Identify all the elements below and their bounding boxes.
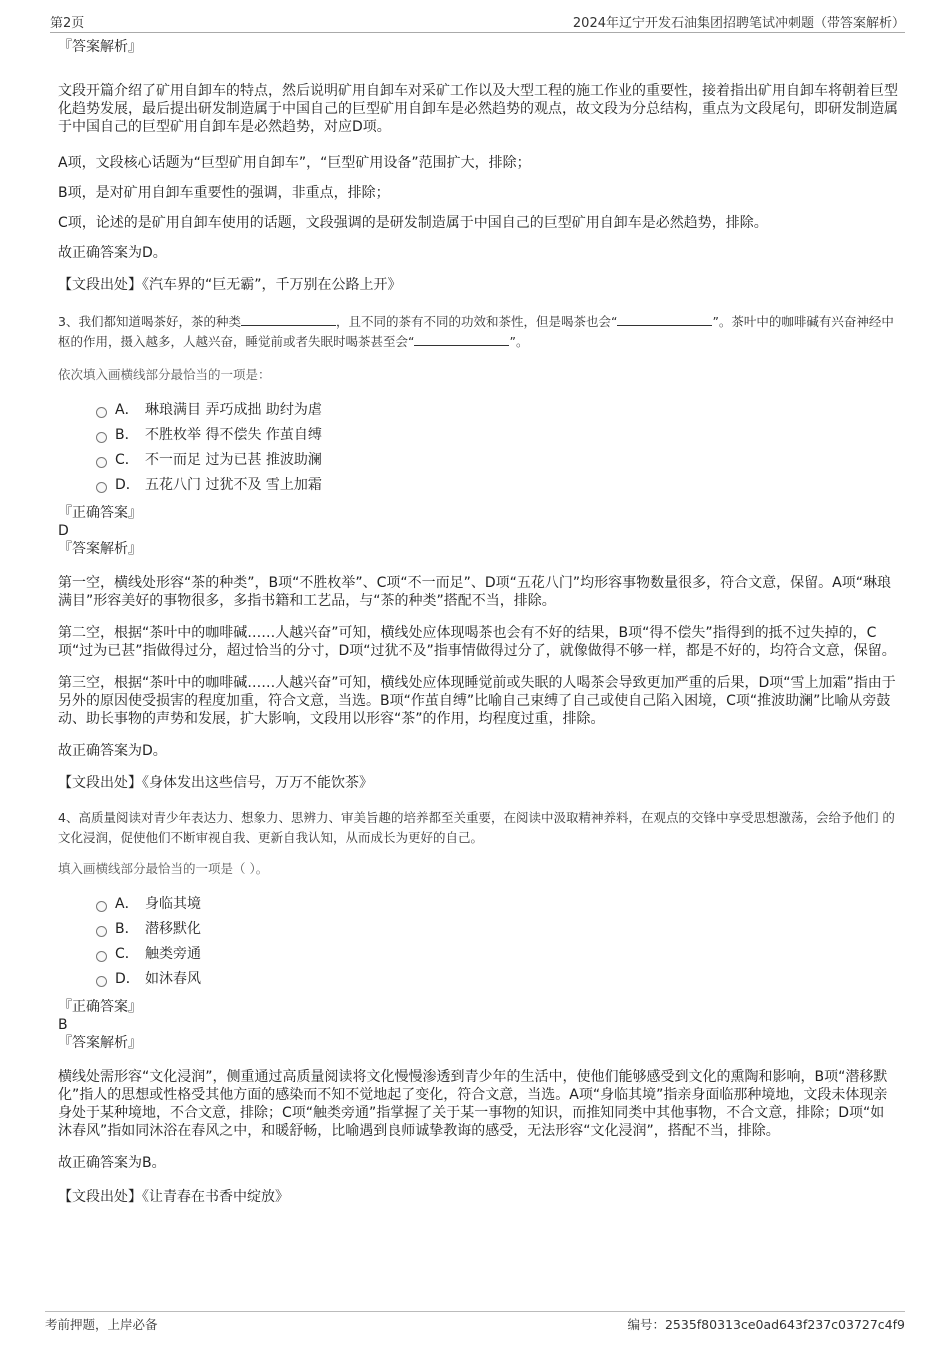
radio-button[interactable]: [96, 432, 107, 443]
q3-option-c[interactable]: C． 不一而足 过为已甚 推波助澜: [58, 448, 898, 473]
analysis-label: 『答案解析』: [58, 39, 142, 55]
blank-1: [241, 313, 336, 326]
page-number: 第2页: [50, 16, 85, 31]
q2-analysis-a: A项，文段核心话题为“巨型矿用自卸车”，“巨型矿用设备”范围扩大，排除；: [58, 155, 531, 171]
blank-3: [414, 333, 509, 346]
q4-answer: B: [58, 1017, 68, 1033]
question-4: 4、高质量阅读对青少年表达力、想象力、思辨力、审美旨趣的培养都至关重要，在阅读中汲取精神养料，在观点的交锋中享受思想激荡，会给予他们 的文化浸润，促使他们不断审视自我、更新自我认知，从而成长为更好的自己。: [58, 810, 895, 845]
q4-option-d[interactable]: D． 如沐春风: [58, 967, 898, 992]
correct-answer-label: 『正确答案』: [58, 505, 142, 521]
q3-answer: D: [58, 523, 69, 539]
q3-conclusion: 故正确答案为D。: [58, 743, 167, 759]
analysis-label: 『答案解析』: [58, 1035, 142, 1051]
q2-conclusion: 故正确答案为D。: [58, 245, 167, 261]
q3-source: 【文段出处】《身体发出这些信号，万万不能饮茶》: [58, 775, 373, 791]
radio-button[interactable]: [96, 407, 107, 418]
footer-slogan: 考前押题，上岸必备: [45, 1317, 158, 1332]
blank-2: [617, 313, 712, 326]
radio-button[interactable]: [96, 926, 107, 937]
page-header: [50, 12, 905, 33]
q3-option-d[interactable]: D． 五花八门 过犹不及 雪上加霜: [58, 473, 898, 498]
document-content: [58, 38, 898, 1206]
q2-analysis-c: C项，论述的是矿用自卸车使用的话题，文段强调的是研发制造属于中国自己的巨型矿用自卸车是必然趋势，排除。: [58, 215, 768, 231]
q4-option-c[interactable]: C． 触类旁通: [58, 942, 898, 967]
q4-conclusion: 故正确答案为B。: [58, 1155, 166, 1171]
q2-analysis-b: B项，是对矿用自卸车重要性的强调，非重点，排除；: [58, 185, 390, 201]
q4-option-b[interactable]: B． 潜移默化: [58, 917, 898, 942]
correct-answer-label: 『正确答案』: [58, 999, 142, 1015]
q3-analysis-3: 第三空，根据“茶叶中的咖啡碱……人越兴奋”可知，横线处应体现睡觉前或失眠的人喝茶会导致更加严重的后果，D项“雪上加霜”指由于另外的原因使受损害的程度加重，符合文意，当选。B项“作茧自缚”比喻自己束缚了自己或使自己陷入困境，C项“推波助澜”比喻从旁鼓动、助长事物的声势和发展，扩大影响，文段用以形容“茶”的作用，均程度过重，排除。: [58, 675, 896, 727]
radio-button[interactable]: [96, 951, 107, 962]
radio-button[interactable]: [96, 482, 107, 493]
q4-instruction: 填入画横线部分最恰当的一项是（ ）。: [58, 861, 269, 876]
q3-analysis-2: 第二空，根据“茶叶中的咖啡碱……人越兴奋”可知，横线处应体现喝茶也会有不好的结果，B项“得不偿失”指得到的抵不过失掉的，C项“过为已甚”指做得过分，超过恰当的分寸，D项“过犹不及”指事情做得过分了，就像做得不够一样，都是不好的，均符合文意，保留。: [58, 625, 896, 659]
analysis-label: 『答案解析』: [58, 541, 142, 557]
q2-analysis: 文段开篇介绍了矿用自卸车的特点，然后说明矿用自卸车对采矿工作以及大型工程的施工作业的重要性，接着指出矿用自卸车将朝着巨型化趋势发展，最后提出研发制造属于中国自己的巨型矿用自卸车是必然趋势的观点，故文段为分总结构，重点为文段尾句，即研发制造属于中国自己的巨型矿用自卸车是必然趋势，对应D项。: [58, 83, 898, 135]
document-title: 2024年辽宁开发石油集团招聘笔试冲刺题（带答案解析）: [572, 16, 905, 31]
radio-button[interactable]: [96, 457, 107, 468]
question-3: 3、我们都知道喝茶好，茶的种类 ，且不同的茶有不同的功效和茶性，但是喝茶也会“ ”。茶叶中的咖啡碱有兴奋神经中枢的作用，摄入越多，人越兴奋，睡觉前或者失眠时喝茶甚至会“ ”。: [58, 314, 894, 349]
page-footer: [45, 1311, 905, 1332]
q4-analysis: 横线处需形容“文化浸润”，侧重通过高质量阅读将文化慢慢渗透到青少年的生活中，使他们能够感受到文化的熏陶和影响，B项“潜移默化”指人的思想或性格受其他方面的感染而不知不觉地起了变化，符合文意，当选。A项“身临其境”指亲身面临那种境地，文段未体现亲身处于某种境地，不合文意，排除；C项“触类旁通”指掌握了关于某一事物的知识，而推知同类中其他事物，不合文意，排除；D项“如沐春风”指如同沐浴在春风之中，和暖舒畅，比喻遇到良师诚挚教诲的感受，无法形容“文化浸润”，搭配不当，排除。: [58, 1069, 888, 1139]
radio-button[interactable]: [96, 901, 107, 912]
q3-options: [58, 398, 898, 498]
q3-analysis-1: 第一空，横线处形容“茶的种类”，B项“不胜枚举”、C项“不一而足”、D项“五花八门”均形容事物数量很多，符合文意，保留。A项“琳琅满目”形容美好的事物很多，多指书籍和工艺品，与“茶的种类”搭配不当，排除。: [58, 575, 892, 609]
q3-instruction: 依次填入画横线部分最恰当的一项是：: [58, 367, 271, 382]
q3-option-b[interactable]: B． 不胜枚举 得不偿失 作茧自缚: [58, 423, 898, 448]
radio-button[interactable]: [96, 976, 107, 987]
q4-source: 【文段出处】《让青春在书香中绽放》: [58, 1189, 289, 1205]
q4-option-a[interactable]: A． 身临其境: [58, 892, 898, 917]
q3-option-a[interactable]: A． 琳琅满目 弄巧成拙 助纣为虐: [58, 398, 898, 423]
q2-source: 【文段出处】《汽车界的“巨无霸”，千万别在公路上开》: [58, 277, 402, 293]
document-id: 编号：2535f80313ce0ad643f237c03727c4f9: [627, 1317, 905, 1332]
q4-options: [58, 892, 898, 992]
